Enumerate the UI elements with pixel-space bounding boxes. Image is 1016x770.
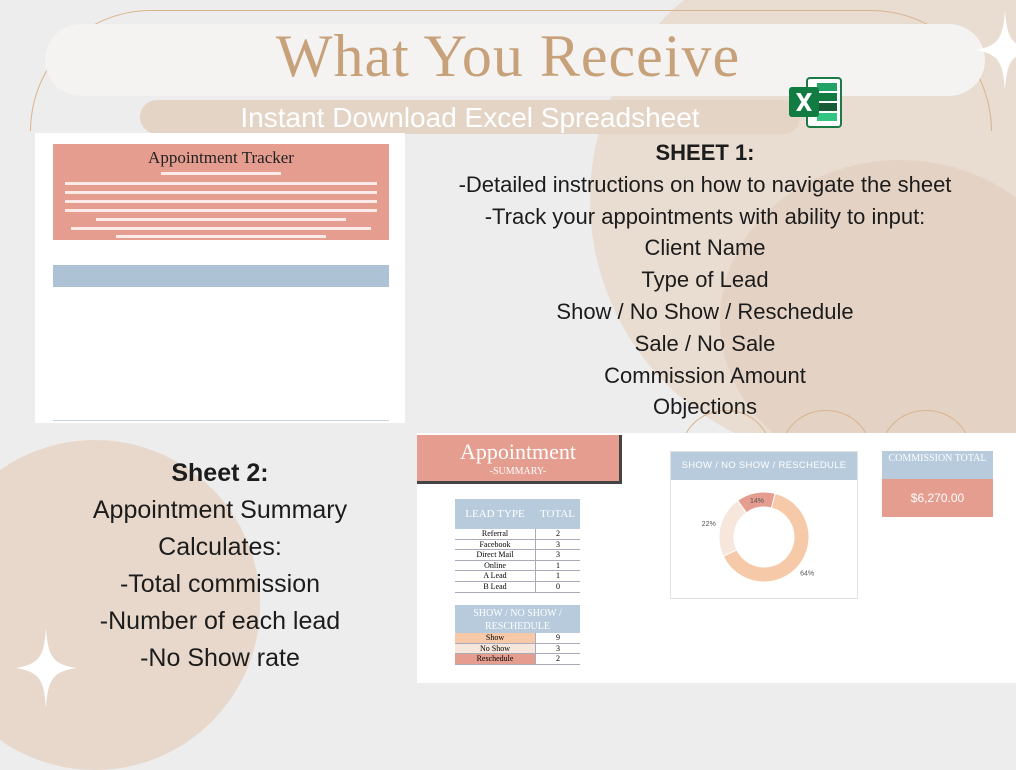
text-placeholder [65, 191, 377, 194]
table-row [455, 561, 580, 572]
table-header [53, 265, 389, 287]
sheet1-line: Client Name [644, 235, 766, 261]
text-placeholder [96, 218, 346, 221]
status-cell: No Show [455, 644, 536, 654]
status-cell: Show [455, 633, 536, 643]
lead-type-cell: B Lead [455, 582, 536, 592]
sheet1-line: Sale / No Sale [634, 330, 776, 356]
status-total-cell: 2 [536, 654, 580, 664]
commission-header: COMMISSION TOTAL [882, 451, 993, 479]
sheet1-line: Commission Amount [604, 362, 806, 388]
donut-label: 14% [749, 498, 764, 506]
sheet2-line: -Total commission [119, 570, 321, 598]
lead-total-cell: 2 [556, 529, 560, 538]
text-placeholder [116, 235, 326, 238]
tracker-title: Appointment Tracker [148, 148, 294, 167]
page-title: What You Receive [275, 23, 741, 89]
sheet1-line: Type of Lead [641, 267, 769, 293]
lead-type-cell: Facebook [455, 540, 536, 550]
sheet2-description [55, 455, 385, 677]
excel-icon [787, 75, 843, 130]
lead-total-cell: 3 [556, 550, 560, 560]
table-header: SHOW / NO SHOW / RESCHEDULE [455, 605, 580, 633]
table-row [455, 571, 580, 582]
sheet1-line: Show / No Show / Reschedule [556, 298, 854, 324]
tracker-header [53, 144, 389, 240]
column-header: TOTAL [540, 508, 575, 520]
status-cell: Reschedule [455, 654, 536, 664]
sheet2-line: -No Show rate [140, 644, 300, 672]
sheet2-line: Appointment Summary [92, 496, 348, 524]
text-placeholder [161, 172, 281, 175]
sheet1-line: Objections [653, 394, 757, 420]
table-row [455, 540, 580, 551]
sheet1-heading: SHEET 1: [655, 140, 755, 165]
summary-title: Appointment [459, 439, 577, 464]
sheet2-preview-image [417, 433, 1016, 683]
commission-panel [882, 451, 993, 519]
lead-type-cell: Online [455, 561, 536, 571]
donut-slice [719, 501, 746, 557]
lead-total-cell: 1 [556, 571, 560, 581]
status-total-cell: 9 [536, 633, 580, 643]
lead-type-cell: A Lead [455, 571, 536, 581]
table-header [455, 499, 580, 529]
table-row [455, 529, 580, 540]
sheet1-description [415, 137, 995, 423]
table-row [455, 582, 580, 593]
lead-type-table [455, 499, 580, 593]
lead-total-cell: 0 [556, 581, 560, 591]
sheet2-line: -Number of each lead [99, 607, 341, 635]
summary-title-box [417, 435, 622, 484]
lead-type-cell: Direct Mail [455, 550, 536, 560]
donut-label: 22% [701, 520, 716, 528]
sheet2-heading: Sheet 2: [171, 459, 269, 487]
show-no-show-table [455, 605, 580, 665]
text-placeholder [65, 200, 377, 203]
chart-header: SHOW / NO SHOW / RESCHEDULE [671, 452, 857, 480]
tracker-table [53, 265, 389, 420]
sheet1-line: -Detailed instructions on how to navigate the sheet [458, 171, 952, 197]
sheet2-line: Calculates: [158, 533, 282, 561]
table-row [455, 633, 580, 644]
commission-value: $6,270.00 [882, 479, 993, 517]
table-row [53, 413, 389, 421]
column-header: LEAD TYPE [465, 508, 525, 520]
lead-total-cell: 3 [556, 539, 560, 549]
donut-chart [671, 480, 857, 598]
page-subtitle: Instant Download Excel Spreadsheet [240, 102, 700, 133]
sheet1-preview-image [35, 133, 405, 423]
status-total-cell: 3 [536, 644, 580, 654]
lead-type-cell: Referral [455, 529, 536, 539]
sparkle-icon [10, 628, 82, 708]
table-row [455, 550, 580, 561]
sparkle-icon [975, 10, 1016, 90]
text-placeholder [65, 209, 377, 212]
donut-chart-panel [670, 451, 858, 599]
lead-total-cell: 1 [556, 560, 560, 570]
table-row [455, 654, 580, 665]
text-placeholder [71, 227, 371, 230]
summary-subtitle: -SUMMARY- [489, 466, 547, 477]
table-row [455, 644, 580, 655]
donut-label: 64% [800, 570, 815, 578]
text-placeholder [65, 182, 377, 185]
sheet1-line: -Track your appointments with ability to input: [484, 203, 926, 229]
